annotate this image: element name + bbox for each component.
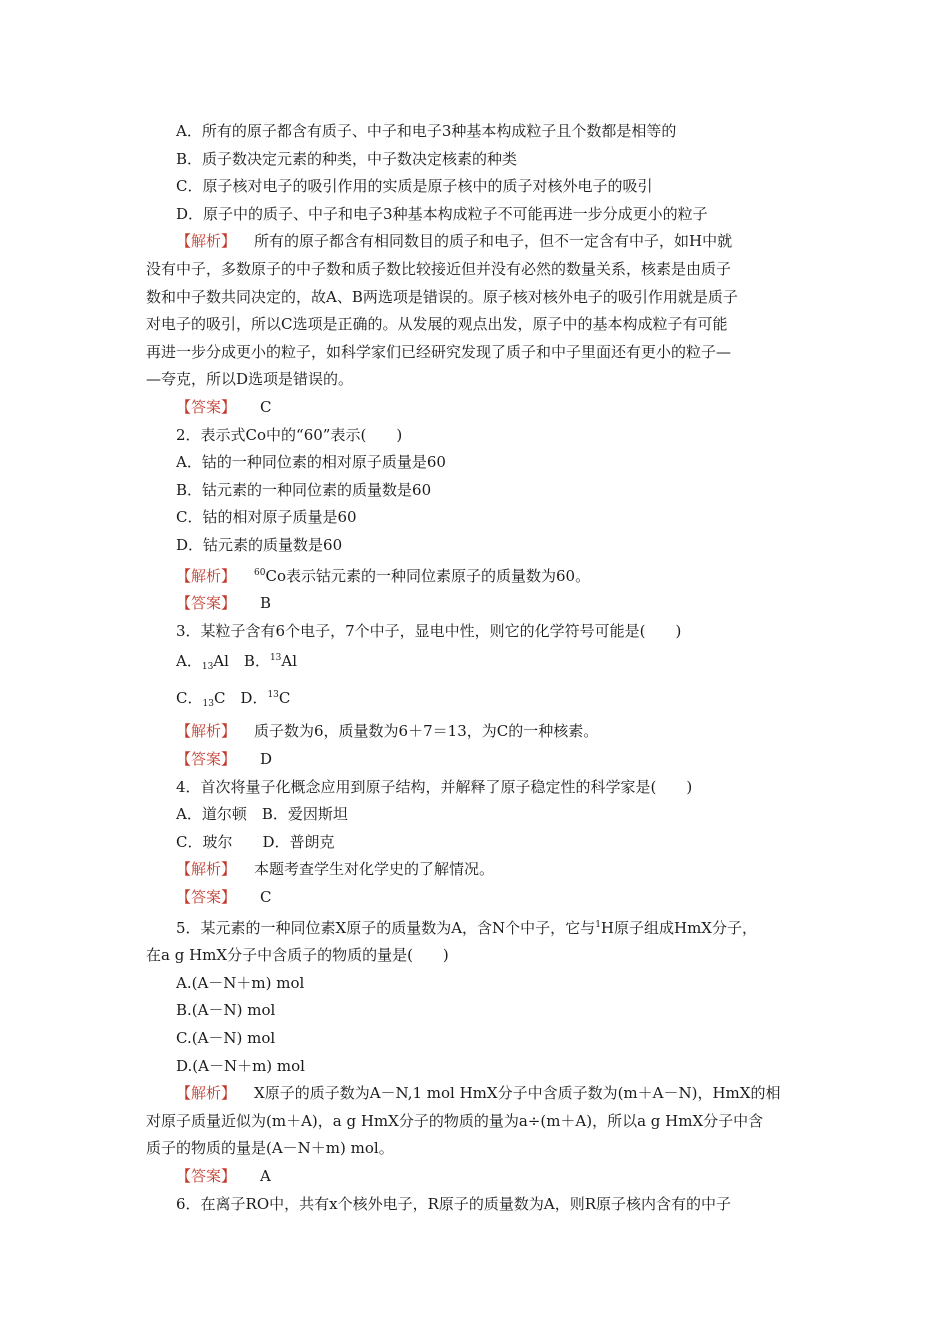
option-b: B.(A－N) mol <box>176 1001 276 1020</box>
analysis-label: 【解析】 <box>176 860 237 879</box>
answer-label: 【答案】 <box>176 888 237 907</box>
answer-label: 【答案】 <box>176 1166 237 1185</box>
analysis-line: 【解析】 质子数为6，质量数为6＋7＝13，为C的一种核素。 <box>176 722 599 741</box>
option-cd: C．$_{13}$C D．$^{13}$C <box>176 688 291 709</box>
option-a: A．钴的一种同位素的相对原子质量是60 <box>176 453 446 472</box>
question-5-cont: 在a g HmX分子中含质子的物质的量是( ) <box>146 946 449 965</box>
option-a: A.(A－N＋m) mol <box>176 973 305 992</box>
option-d: D．钴元素的质量数是60 <box>176 535 343 554</box>
analysis-text: 没有中子，多数原子的中子数和质子数比较接近但并没有必然的数量关系，核素是由质子 <box>146 259 732 278</box>
answer-line: 【答案】 D <box>176 750 273 769</box>
answer-line: 【答案】 C <box>176 397 272 416</box>
answer-label: 【答案】 <box>176 594 237 613</box>
answer-line: 【答案】 A <box>176 1166 271 1185</box>
analysis-line: 【解析】 $^{60}$Co表示钴元素的一种同位素原子的质量数为60。 <box>176 566 591 585</box>
analysis-line: 【解析】 所有的原子都含有相同数目的质子和电子，但不一定含有中子，如H中就 <box>176 232 733 251</box>
analysis-label: 【解析】 <box>176 1084 237 1103</box>
option-a: A．所有的原子都含有质子、中子和电子3种基本构成粒子且个数都是相等的 <box>176 122 677 140</box>
option-ab: A．道尔顿 B．爱因斯坦 <box>176 805 348 824</box>
analysis-text: 数和中子数共同决定的，故A、B两选项是错误的。原子核对核外电子的吸引作用就是质子 <box>146 287 738 306</box>
question-5: 5．某元素的一种同位素X原子的质量数为A，含N个中子，它与$^1$H原子组成HmX分子， <box>176 918 757 937</box>
analysis-label: 【解析】 <box>176 232 237 251</box>
option-b: B．钴元素的一种同位素的质量数是60 <box>176 480 432 499</box>
analysis-line: 【解析】 本题考查学生对化学史的了解情况。 <box>176 860 495 879</box>
option-ab: A．$_{13}$Al B．$^{13}$Al <box>176 652 298 673</box>
option-cd: C．玻尔 D．普朗克 <box>176 832 335 851</box>
option-c: C．钴的相对原子质量是60 <box>176 508 357 527</box>
question-6: 6．在离子RO中，共有x个核外电子，R原子的质量数为A，则R原子核内含有的中子 <box>176 1194 732 1213</box>
answer-line: 【答案】 B <box>176 594 272 613</box>
answer-label: 【答案】 <box>176 750 237 769</box>
option-b: B．质子数决定元素的种类，中子数决定核素的种类 <box>176 149 518 168</box>
question-content <box>146 118 816 1218</box>
analysis-text: 对原子质量近似为(m＋A)，a g HmX分子的物质的量为a÷(m＋A)，所以a g HmX分子中含 <box>146 1111 764 1130</box>
analysis-label: 【解析】 <box>176 566 237 585</box>
question-2: 2．表示式Co中的“60”表示( ) <box>176 425 403 444</box>
analysis-text: 质子的物质的量是(A－N＋m) mol。 <box>146 1139 394 1158</box>
option-c: C．原子核对电子的吸引作用的实质是原子核中的质子对核外电子的吸引 <box>176 177 653 196</box>
analysis-text: —夸克，所以D选项是错误的。 <box>146 370 354 389</box>
answer-label: 【答案】 <box>176 397 237 416</box>
option-d: D．原子中的质子、中子和电子3种基本构成粒子不可能再进一步分成更小的粒子 <box>176 204 708 223</box>
option-c: C.(A－N) mol <box>176 1029 276 1047</box>
option-d: D.(A－N＋m) mol <box>176 1056 305 1075</box>
analysis-text: 对电子的吸引，所以C选项是正确的。从发展的观点出发，原子中的基本构成粒子有可能 <box>146 315 728 334</box>
analysis-text: 再进一步分成更小的粒子，如科学家们已经研究发现了质子和中子里面还有更小的粒子— <box>146 342 732 361</box>
analysis-label: 【解析】 <box>176 722 237 741</box>
answer-line: 【答案】 C <box>176 888 272 907</box>
analysis-line: 【解析】 X原子的质子数为A－N,1 mol HmX分子中含质子数为(m＋A－N)，HmX的相 <box>176 1084 781 1103</box>
question-3: 3．某粒子含有6个电子，7个中子，显电中性，则它的化学符号可能是( ) <box>176 621 682 640</box>
question-4: 4．首次将量子化概念应用到原子结构，并解释了原子稳定性的科学家是( ) <box>176 777 693 796</box>
